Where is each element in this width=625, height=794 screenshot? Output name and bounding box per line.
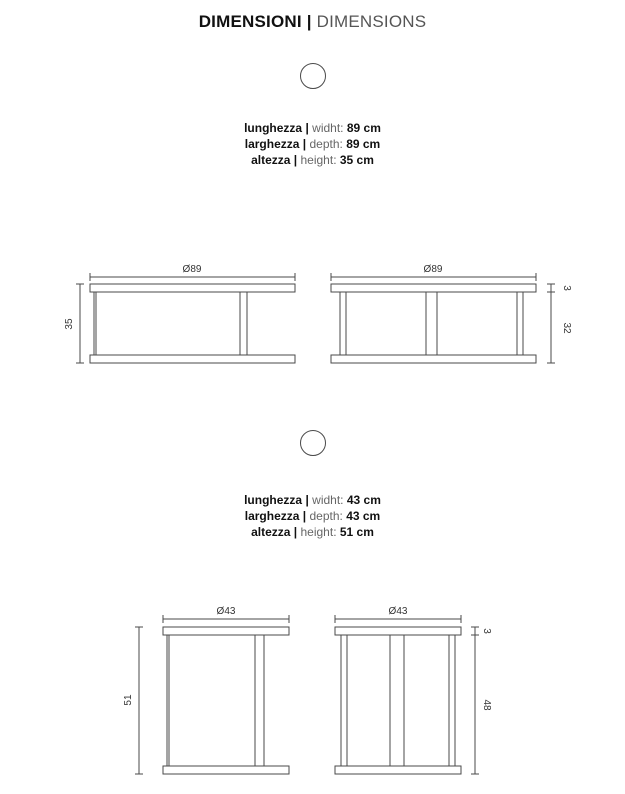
spec-label-en: height [300, 153, 334, 167]
spec-label-it: larghezza [244, 137, 300, 151]
dimension-line-height-side-left [135, 627, 143, 774]
dimension-label-height: 35 [64, 318, 75, 330]
table-top [331, 284, 536, 292]
spec-label-en: widht [312, 493, 341, 507]
table-top [335, 627, 461, 635]
spec-label-en: widht [312, 121, 341, 135]
dimension-line-height-left [76, 284, 84, 363]
side-table-elevation-right [335, 627, 461, 774]
dimension-label-diameter: Ø89 [423, 264, 443, 275]
spec-colon: : [340, 121, 344, 135]
dimension-label-diameter: Ø89 [182, 264, 202, 275]
support-leg [341, 635, 347, 766]
dimension-label-top-thickness: 3 [481, 628, 492, 634]
spec-separator: | [302, 509, 307, 523]
spec-value: 89 cm [346, 137, 381, 151]
dimension-line-height-side-right [471, 627, 479, 774]
spec-colon: : [340, 493, 344, 507]
spec-colon: : [339, 137, 343, 151]
spec-colon: : [333, 525, 337, 539]
spec-separator: | [305, 121, 309, 135]
dimension-label-inner-height: 32 [561, 322, 572, 334]
spec-separator: | [293, 525, 298, 539]
spec-value: 43 cm [346, 509, 381, 523]
spec-label-it: lunghezza [244, 493, 303, 507]
title-separator: | [306, 12, 312, 31]
table-top [90, 284, 295, 292]
table-base [331, 355, 536, 363]
support-leg [449, 635, 455, 766]
table-base [163, 766, 289, 774]
spec-label-it: lunghezza [244, 121, 303, 135]
dimension-label-height: 51 [123, 694, 134, 706]
support-leg [517, 292, 523, 355]
title-english: DIMENSIONS [316, 12, 427, 31]
plan-view-circle-coffee-table [301, 64, 326, 89]
spec-label-en: height [300, 525, 334, 539]
dimension-label-inner-height: 48 [481, 699, 492, 711]
spec-label-en: depth [309, 509, 340, 523]
spec-value: 35 cm [339, 153, 374, 167]
support-leg [240, 292, 247, 355]
plan-view-circle-side-table [301, 431, 326, 456]
spec-colon: : [333, 153, 337, 167]
side-table-elevation-left [163, 627, 289, 774]
spec-separator: | [305, 493, 309, 507]
coffee-table-elevation-left [90, 284, 295, 363]
title-italian: DIMENSIONI [198, 12, 302, 31]
spec-colon: : [339, 509, 343, 523]
dimension-label-diameter: Ø43 [216, 606, 236, 617]
support-leg [255, 635, 264, 766]
table-base [335, 766, 461, 774]
spec-value: 89 cm [346, 121, 381, 135]
spec-label-en: depth [309, 137, 340, 151]
coffee-table-elevation-right [331, 284, 536, 363]
spec-label-it: altezza [251, 153, 291, 167]
spec-label-it: larghezza [244, 509, 300, 523]
spec-label-it: altezza [251, 525, 291, 539]
spec-separator: | [293, 153, 298, 167]
dimension-label-diameter: Ø43 [388, 606, 408, 617]
spec-value: 51 cm [339, 525, 374, 539]
dimension-label-top-thickness: 3 [561, 285, 572, 291]
support-leg [340, 292, 346, 355]
dimension-line-height-right [547, 284, 555, 363]
support-leg [390, 635, 404, 766]
spec-separator: | [302, 137, 307, 151]
table-top [163, 627, 289, 635]
support-leg [426, 292, 437, 355]
table-base [90, 355, 295, 363]
spec-value: 43 cm [346, 493, 381, 507]
